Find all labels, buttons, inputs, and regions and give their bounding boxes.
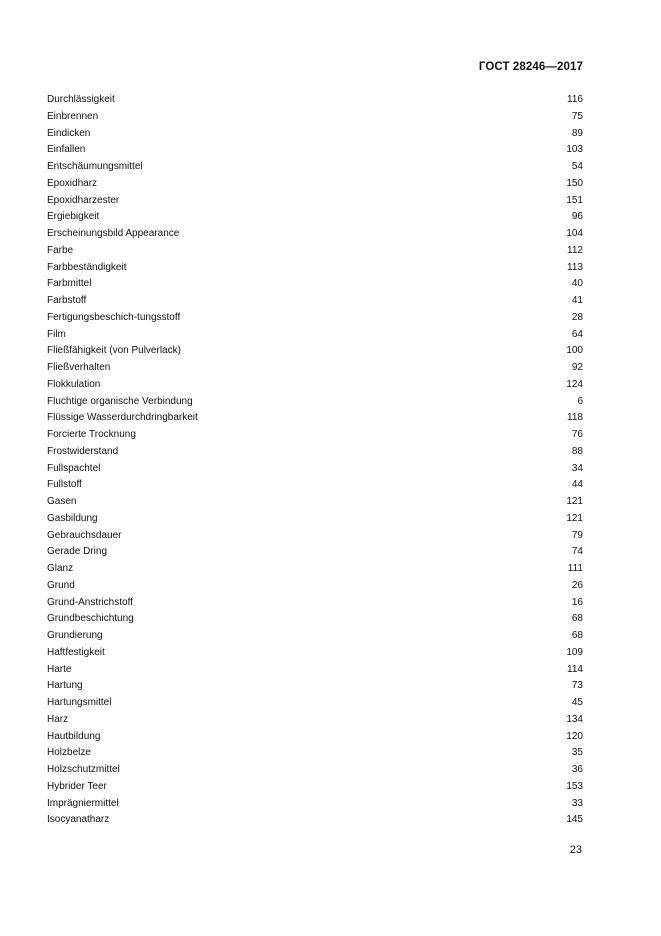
index-entry: [47, 762, 583, 779]
index-page-ref: 89: [571, 127, 583, 139]
index-term: Einfallen: [47, 144, 86, 156]
index-term: Fullspachtel: [47, 462, 101, 474]
index-entry: [47, 729, 583, 746]
index-entry: [47, 444, 583, 461]
index-page-ref: 28: [571, 311, 583, 323]
index-term: Flokkulation: [47, 378, 101, 390]
index-term: Fertigungsbeschich-tungsstoff: [47, 311, 181, 323]
index-page-ref: 134: [566, 713, 583, 725]
index-page-ref: 68: [571, 630, 583, 641]
index-term: Farbstoff: [47, 295, 87, 306]
index-term: Hautbildung: [47, 730, 101, 742]
index-entry: [47, 427, 583, 444]
index-entry: [47, 461, 583, 478]
index-entry: [47, 209, 583, 226]
index-entry: [47, 712, 583, 729]
index-page-ref: 45: [571, 697, 583, 708]
index-entry: [47, 243, 583, 260]
index-page-ref: 34: [571, 462, 583, 474]
index-term: Imprägniermittel: [47, 797, 119, 809]
index-entry: [47, 645, 583, 662]
index-term: Gebrauchsdauer: [47, 529, 122, 541]
index-entry: [47, 327, 583, 344]
index-entry: [47, 109, 583, 126]
index-entry: [47, 394, 583, 411]
index-page-ref: 74: [571, 546, 583, 558]
page-number: 23: [569, 844, 582, 856]
index-term: Eindicken: [47, 127, 91, 139]
index-page-ref: 68: [571, 613, 583, 625]
index-page-ref: 36: [571, 764, 583, 775]
index-entry: [47, 611, 583, 628]
index-page-ref: 114: [567, 663, 583, 675]
index-page-ref: 92: [571, 362, 583, 373]
index-page-ref: 79: [571, 529, 583, 541]
index-entry: [47, 796, 583, 813]
index-entry: [47, 410, 583, 427]
index-term: Grund: [47, 579, 75, 591]
index-term: Erscheinungsbild Appearance: [47, 228, 180, 239]
index-page-ref: 116: [567, 94, 583, 105]
index-entry: [47, 578, 583, 595]
index-term: Epoxidharzester: [47, 194, 120, 206]
index-page-ref: 26: [571, 579, 583, 591]
index-term: Frostwiderstand: [47, 445, 119, 457]
index-page-ref: 73: [571, 680, 583, 692]
index-entry: [47, 142, 583, 159]
index-term: Grundierung: [47, 630, 103, 641]
index-entry: [47, 310, 583, 327]
index-term: Grund-Anstrichstoff: [47, 596, 133, 608]
index-term: Gasen: [47, 496, 77, 507]
index-page-ref: 16: [571, 596, 583, 608]
index-page-ref: 104: [566, 228, 583, 239]
index-entry: [47, 159, 583, 176]
index-page-ref: 103: [566, 144, 583, 156]
index-entry: [47, 343, 583, 360]
index-term: Ergiebigkeit: [47, 211, 100, 223]
index-term: Glanz: [47, 563, 74, 574]
index-page-ref: 33: [571, 797, 583, 809]
index-entry: [47, 779, 583, 796]
index-term: Forcierte Trocknung: [47, 429, 136, 440]
index-page-ref: 124: [566, 378, 583, 390]
index-page-ref: 88: [571, 445, 583, 457]
index-page-ref: 54: [571, 161, 583, 172]
index-entry: [47, 528, 583, 545]
index-entry: [47, 628, 583, 645]
index-page-ref: 151: [566, 194, 583, 206]
index-term: Harte: [47, 663, 72, 675]
index-term: Hartung: [47, 680, 83, 692]
index-page-ref: 153: [566, 780, 583, 792]
term-index-list: [47, 92, 583, 829]
index-page-ref: 113: [567, 261, 583, 273]
index-page-ref: 118: [567, 412, 583, 424]
index-term: Harz: [47, 713, 69, 725]
index-entry: [47, 745, 583, 762]
index-entry: [47, 561, 583, 578]
index-entry: [47, 360, 583, 377]
index-term: Holzbelze: [47, 747, 91, 759]
index-term: Fullstoff: [47, 479, 82, 491]
index-entry: [47, 260, 583, 277]
index-page-ref: 44: [571, 479, 583, 491]
index-entry: [47, 126, 583, 143]
index-entry: [47, 511, 583, 528]
index-term: Fließfähigkeit (von Pulverlack): [47, 345, 181, 357]
index-page-ref: 150: [566, 177, 583, 189]
index-page-ref: 41: [571, 295, 583, 306]
index-entry: [47, 494, 583, 511]
index-page-ref: 121: [566, 496, 583, 507]
index-term: Entschäumungsmittel: [47, 161, 143, 172]
index-term: Gerade Dring: [47, 546, 108, 558]
index-page-ref: 145: [566, 814, 583, 826]
index-page-ref: 112: [567, 244, 583, 256]
index-page-ref: 109: [566, 646, 583, 658]
index-term: Hartungsmittel: [47, 697, 112, 708]
index-term: Farbe: [47, 244, 74, 256]
index-term: Farbmittel: [47, 278, 92, 290]
index-term: Einbrennen: [47, 110, 99, 122]
index-term: Farbbeständigkeit: [47, 261, 127, 273]
index-term: Hybrider Teer: [47, 780, 107, 792]
index-entry: [47, 812, 583, 829]
index-term: Flüssige Wasserdurchdringbarkeit: [47, 412, 198, 424]
index-term: Fluchtige organische Verbindung: [47, 395, 193, 407]
index-page-ref: 100: [566, 345, 583, 357]
index-page-ref: 96: [571, 211, 583, 223]
index-term: Fließverhalten: [47, 362, 111, 373]
index-entry: [47, 193, 583, 210]
index-entry: [47, 92, 583, 109]
index-term: Holzschutzmittel: [47, 764, 120, 775]
index-entry: [47, 377, 583, 394]
index-entry: [47, 276, 583, 293]
index-term: Film: [47, 328, 66, 340]
index-entry: [47, 226, 583, 243]
index-page-ref: 120: [566, 730, 583, 742]
index-term: Epoxidharz: [47, 177, 98, 189]
index-entry: [47, 176, 583, 193]
index-page-ref: 111: [567, 563, 583, 574]
index-term: Isocyanatharz: [47, 814, 110, 826]
index-entry: [47, 678, 583, 695]
index-page-ref: 76: [571, 429, 583, 440]
index-page-ref: 6: [577, 395, 583, 407]
index-page-ref: 75: [571, 110, 583, 122]
index-term: Haftfestigkeit: [47, 646, 105, 658]
index-term: Gasbildung: [47, 512, 98, 524]
index-entry: [47, 662, 583, 679]
index-entry: [47, 595, 583, 612]
index-entry: [47, 477, 583, 494]
index-page-ref: 64: [571, 328, 583, 340]
index-entry: [47, 544, 583, 561]
index-term: Grundbeschichtung: [47, 613, 134, 625]
index-page-ref: 35: [571, 747, 583, 759]
index-entry: [47, 695, 583, 712]
index-page-ref: 121: [566, 512, 583, 524]
document-header: ГОСТ 28246—2017: [478, 61, 583, 73]
index-term: Durchlässigkeit: [47, 94, 115, 105]
index-entry: [47, 293, 583, 310]
index-page-ref: 40: [571, 278, 583, 290]
